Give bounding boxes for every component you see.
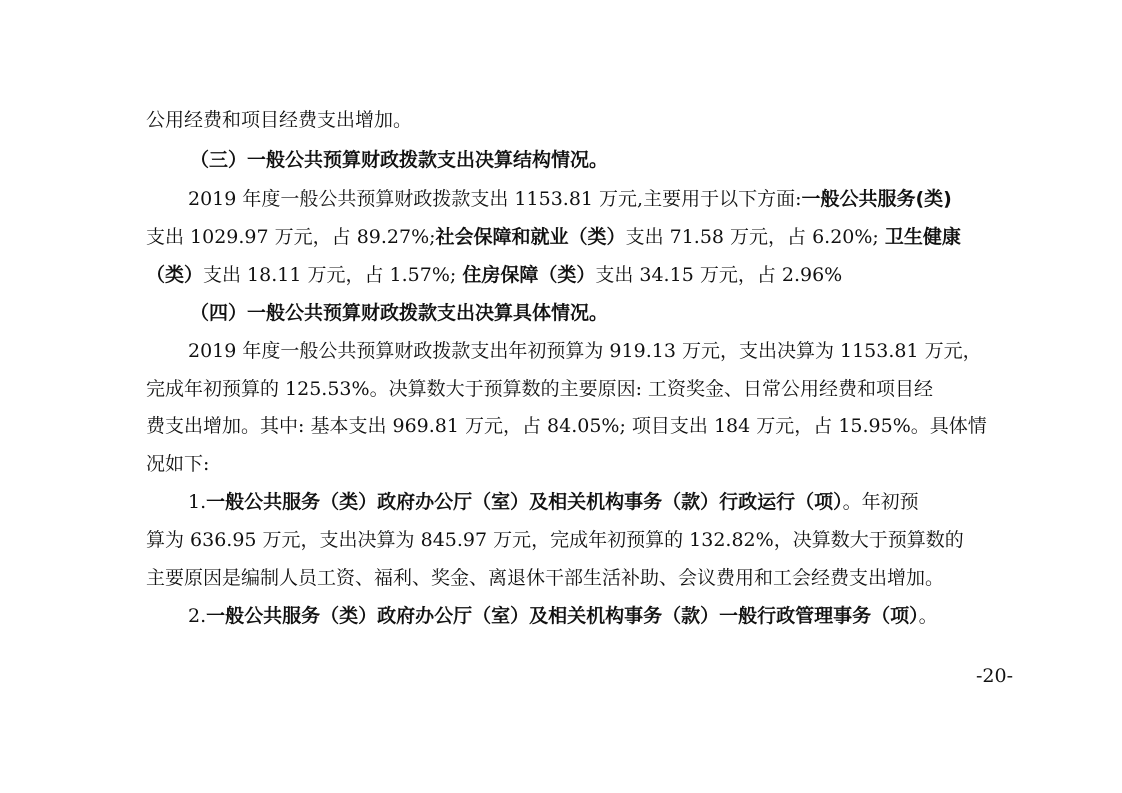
bold-text-run: （类） <box>146 264 204 286</box>
text-line <box>0 225 1122 249</box>
bold-text-run: 一般公共服务（类）政府办公厅（室）及相关机构事务（款）一般行政管理事务（项） <box>206 605 919 627</box>
text-line <box>0 528 1122 552</box>
text-line <box>0 490 1122 514</box>
text-run: 支出 1029.97 万元，占 89.27%; <box>146 226 436 248</box>
text-run: 费支出增加。其中: 基本支出 969.81 万元，占 84.05%; 项目支出 184 万元，占 15.95%。具体情 <box>146 415 987 437</box>
text-run: 。年初预 <box>842 491 919 513</box>
text-run: 。 <box>918 605 938 627</box>
text-line <box>0 566 1122 590</box>
text-run: 算为 636.95 万元，支出决算为 845.97 万元，完成年初预算的 132.82%，决算数大于预算数的 <box>146 529 964 551</box>
text-run: 1. <box>188 491 207 513</box>
text-line <box>0 452 1122 476</box>
text-line <box>0 377 1122 401</box>
bold-text-run: （三）一般公共预算财政拨款支出决算结构情况。 <box>190 149 609 171</box>
text-run: 完成年初预算的 125.53%。决算数大于预算数的主要原因: 工资奖金、日常公用经费和项目经 <box>146 378 934 400</box>
bold-text-run: 卫生健康 <box>884 226 961 248</box>
bold-text-run: 社会保障和就业（类） <box>435 226 626 248</box>
text-line <box>0 414 1122 438</box>
text-run: 2019 年度一般公共预算财政拨款支出年初预算为 919.13 万元，支出决算为 1153.81 万元， <box>188 340 982 362</box>
bold-text-run: 一般公共服务(类) <box>801 188 952 210</box>
text-line <box>0 263 1122 287</box>
text-run: 主要原因是编制人员工资、福利、奖金、离退休干部生活补助、会议费用和工会经费支出增加。 <box>146 567 945 589</box>
text-run: 2019 年度一般公共预算财政拨款支出 1153.81 万元,主要用于以下方面: <box>188 188 802 210</box>
text-run: 2. <box>188 605 207 627</box>
text-line <box>0 187 1122 211</box>
text-run: 公用经费和项目经费支出增加。 <box>146 109 413 131</box>
section-heading <box>0 148 1122 172</box>
bold-text-run: 一般公共服务（类）政府办公厅（室）及相关机构事务（款）行政运行（项） <box>206 491 843 513</box>
bold-text-run: （四）一般公共预算财政拨款支出决算具体情况。 <box>190 302 609 324</box>
text-run: 支出 18.11 万元，占 1.57%; <box>203 264 463 286</box>
text-run: 支出 71.58 万元，占 6.20%; <box>625 226 885 248</box>
text-run: 况如下: <box>146 453 210 475</box>
text-line <box>0 604 1122 628</box>
text-line <box>0 339 1122 363</box>
page-number: -20- <box>976 665 1014 687</box>
text-run: 支出 34.15 万元，占 2.96% <box>595 264 843 286</box>
bold-text-run: 住房保障（类） <box>462 264 596 286</box>
text-line <box>0 108 1122 132</box>
section-heading <box>0 301 1122 325</box>
